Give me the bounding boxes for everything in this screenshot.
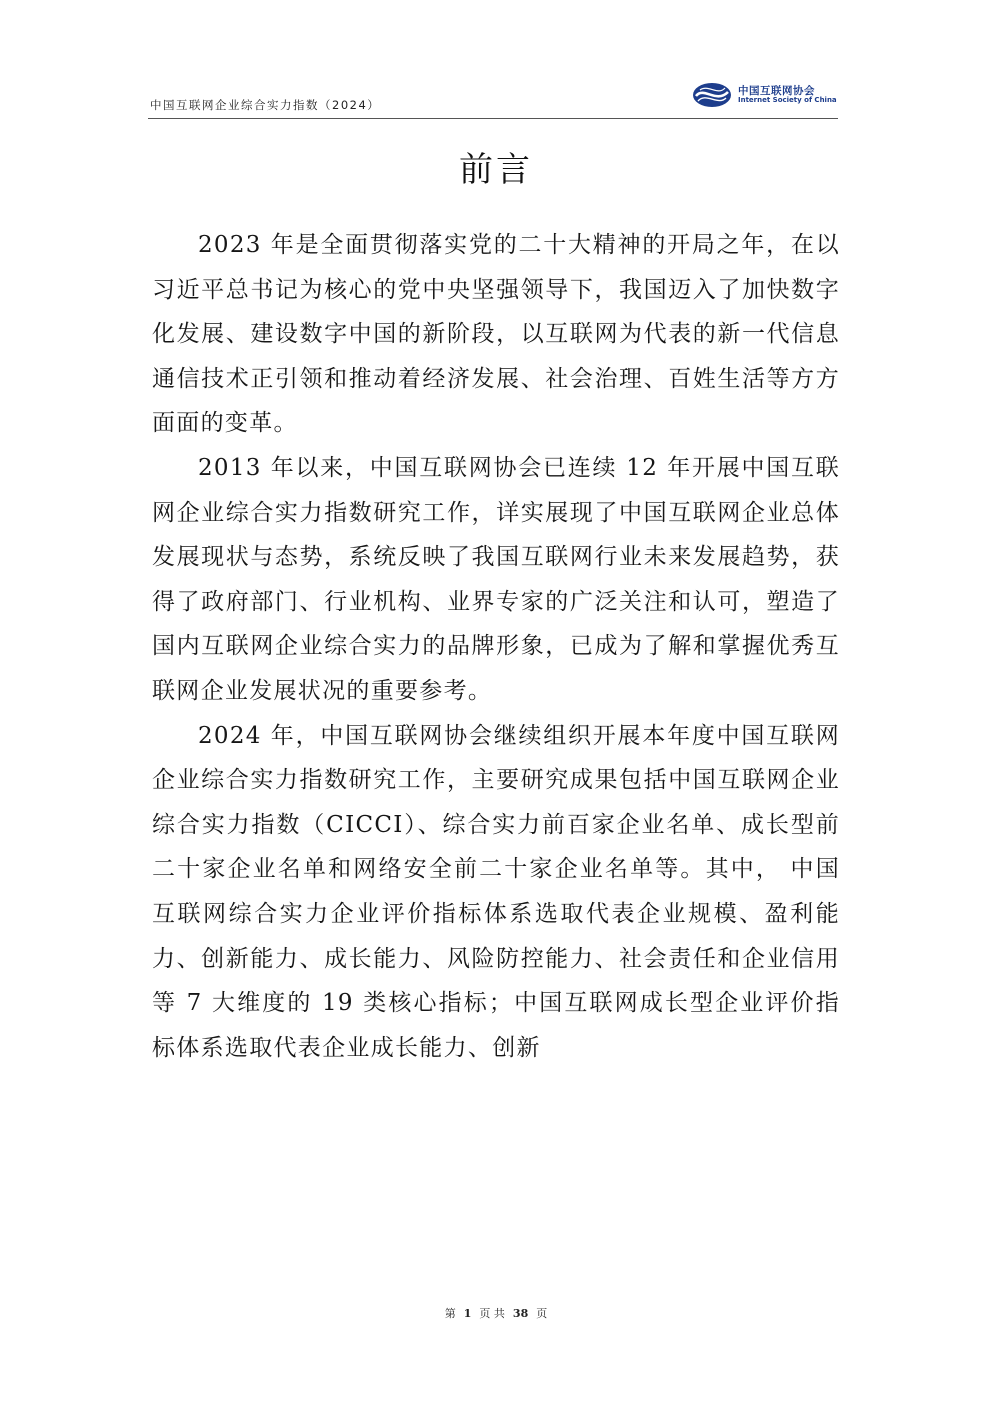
header-divider [148,118,838,119]
logo-chinese-name: 中国互联网协会 [738,85,815,97]
paragraph-3: 2024 年，中国互联网协会继续组织开展本年度中国互联网企业综合实力指数研究工作，主要研究成果包括中国互联网企业综合实力指数（CICCI）、综合实力前百家企业名单、成长型前二十家企业名单和网络安全前二十家企业名单等。其中， 中国互联网综合实力企业评价指标体系选取代表企业规模、盈利能力、创新能力、成长能力、风险防控能力、社会责任和企业信用等 7 大维度的 19 类核心指标；中国互联网成长型企业评价指标体系选取代表企业成长能力、创新 [152,722,840,1061]
footer-prefix: 第 [444,1307,456,1320]
paragraph-2: 2013 年以来，中国互联网协会已连续 12 年开展中国互联网企业综合实力指数研究工作，详实展现了中国互联网企业总体发展现状与态势，系统反映了我国互联网行业未来发展趋势，获得了政府部门、行业机构、业界专家的广泛关注和认可，塑造了国内互联网企业综合实力的品牌形象，已成为了解和掌握优秀互联网企业发展状况的重要参考。 [152,454,840,704]
header-title: 中国互联网企业综合实力指数（2024） [150,98,381,112]
total-pages: 38 [512,1307,529,1320]
isc-logo [692,80,837,110]
paragraph-1: 2023 年是全面贯彻落实党的二十大精神的开局之年，在以习近平总书记为核心的党中央坚强领导下，我国迈入了加快数字化发展、建设数字中国的新阶段，以互联网为代表的新一代信息通信技术正引领和推动着经济发展、社会治理、百姓生活等方方面面的变革。 [152,232,840,437]
preface-body [152,223,840,1070]
page-title: 前言 [459,150,533,190]
page-header [148,80,848,120]
logo-english-name: Internet Society of China [738,96,837,104]
footer-middle: 页 共 [479,1307,505,1320]
page-footer [0,1305,992,1321]
footer-suffix: 页 [536,1307,548,1320]
page-number: 1 [463,1307,472,1320]
isc-logo-icon [692,82,732,108]
